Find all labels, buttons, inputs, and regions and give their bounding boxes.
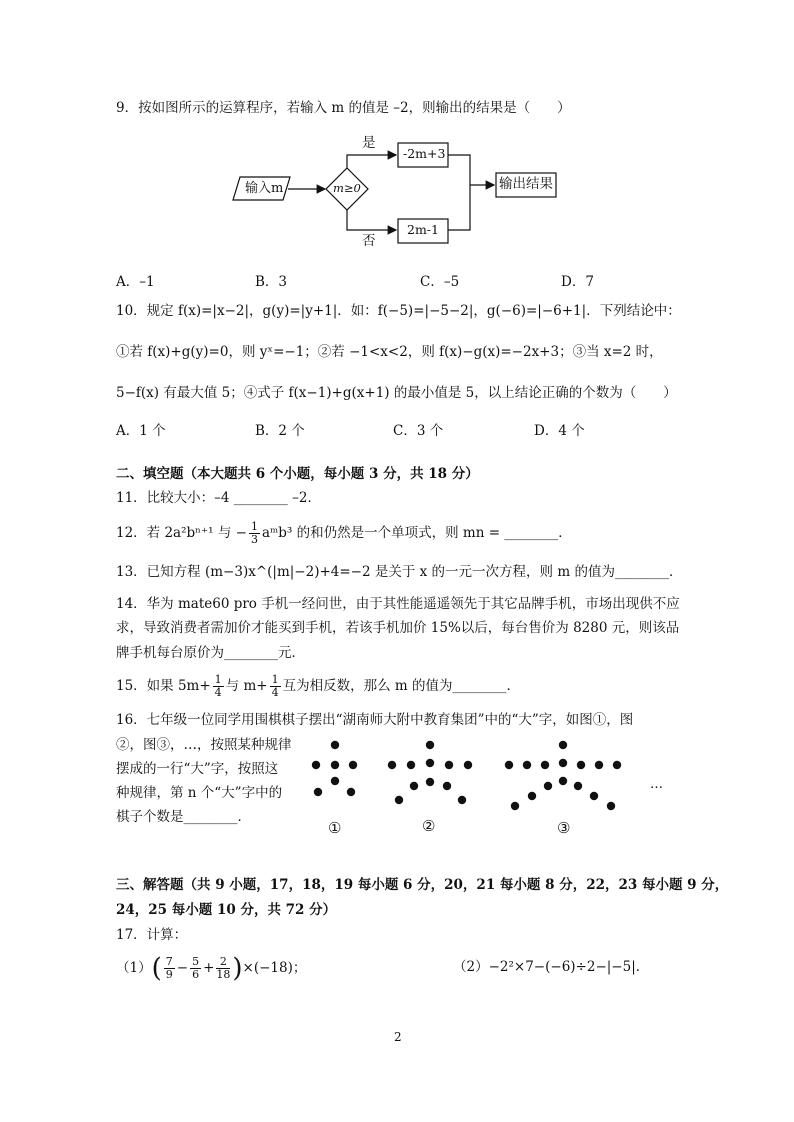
- q10-option-a: A．1 个: [116, 423, 166, 439]
- fig1-dot: [331, 761, 339, 769]
- q9-stem: 9．按如图所示的运算程序，若输入 m 的值是 –2，则输出的结果是（ ）: [116, 100, 571, 116]
- q17-title: 17．计算：: [116, 927, 188, 943]
- q15-post: 互为相反数，那么 m 的值为________．: [282, 678, 520, 694]
- flow-condition-label: m≥0: [333, 181, 361, 195]
- q11: 11．比较大小：–4 ________ –2．: [116, 490, 321, 506]
- q15-mid: 与 m+: [225, 678, 268, 694]
- q10-option-c: C．3 个: [393, 423, 444, 439]
- fig3-dot: [559, 741, 567, 749]
- q16-line2: ②，图③，…，按照某种规律: [116, 737, 292, 753]
- fig2-dot: [388, 761, 396, 769]
- fig3-dot: [613, 761, 621, 769]
- q10-line2: ①若 f(x)+g(y)=0，则 yˣ=−1；②若 −1<x<2，则 f(x)−g(x)=−2x+3；③当 x=2 时，: [116, 344, 663, 360]
- flow-top-box-label: -2m+3: [403, 146, 446, 161]
- fig1-dot: [312, 761, 320, 769]
- fig1-dot: [347, 788, 355, 796]
- q12-post: aᵐb³ 的和仍然是一个单项式，则 mn = ________．: [261, 525, 572, 541]
- fig2-dot: [426, 778, 434, 786]
- fig2-dot: [426, 759, 434, 767]
- q17-p1-tail: ×(−18)；: [242, 960, 307, 976]
- q16-label-2: ②: [422, 817, 436, 835]
- q17-part1: （1）( $\frac{7}{9}$ − $\frac{5}{6}$ + $\frac{2}{18}$ )×(−18)；: [116, 953, 307, 984]
- section2-title: 二、填空题（本大题共 6 个小题，每小题 3 分，共 18 分）: [116, 466, 479, 482]
- q17-p1-label: （1）: [116, 960, 152, 976]
- section3-line1: 三、解答题（共 9 小题，17，18，19 每小题 6 分，20，21 每小题 8 分，22，23 每小题 9 分，: [116, 877, 729, 893]
- q17-frac-2: [190, 956, 201, 980]
- flow-no-label: 否: [362, 233, 376, 249]
- q14-line2: 求，导致消费者需加价才能买到手机，若该手机加价 15%以后，每台售价为 8280 元，则该品: [116, 620, 680, 636]
- fig3-dot: [574, 782, 582, 790]
- fig2-dot: [395, 796, 403, 804]
- q17-frac-1: [164, 956, 175, 980]
- fig1-dot: [331, 777, 339, 785]
- fig3-dot: [523, 761, 531, 769]
- fig3-dot: [590, 792, 598, 800]
- q9-option-d: D．7: [561, 274, 594, 290]
- q15-frac2-den: 4: [271, 686, 279, 699]
- flow-output-label: 输出结果: [499, 176, 553, 192]
- fig1-dot: [349, 761, 357, 769]
- fig3-dot: [577, 761, 585, 769]
- section3-line2: 24，25 每小题 10 分，共 72 分）: [116, 902, 337, 918]
- q12-frac-den: 3: [250, 533, 258, 546]
- q10-option-d: D．4 个: [534, 423, 585, 439]
- fig3-dot: [511, 802, 519, 810]
- q15-frac1-den: 4: [214, 686, 222, 699]
- q17-frac1-den: 9: [165, 968, 173, 981]
- q16-label-3: ③: [557, 819, 571, 837]
- q16-line5: 棋子个数是________．: [116, 809, 251, 825]
- fig2-dot: [464, 761, 472, 769]
- q16-line4: 种规律，第 n 个“大”字中的: [116, 785, 283, 801]
- q14-line1: 14．华为 mate60 pro 手机一经问世，由于其性能遥遥领先于其它品牌手机，市场出现供不应: [116, 596, 680, 612]
- q16-ellipsis: …: [650, 777, 663, 792]
- fig1-dot: [331, 741, 339, 749]
- q17-frac2-num: 5: [192, 955, 200, 969]
- page-number: 2: [394, 1030, 402, 1044]
- fig3-dot: [607, 802, 615, 810]
- fig3-dot: [559, 759, 567, 767]
- flow-input-label: 输入m: [245, 181, 284, 196]
- q17-frac3-den: 18: [216, 968, 231, 981]
- q16-line3: 摆成的一行“大”字，按照这: [116, 761, 279, 777]
- fig3-dot: [528, 792, 536, 800]
- fig3-dot: [559, 777, 567, 785]
- fig2-dot: [407, 761, 415, 769]
- q10-option-b: B．2 个: [255, 423, 305, 439]
- q15-frac1-num: 1: [214, 673, 222, 687]
- q10-line1: 10．规定 f(x)=|x−2|，g(y)=|y+1|．如：f(−5)=|−5−2|，g(−6)=|−6+1|．下列结论中：: [116, 303, 681, 319]
- q15-frac2-num: 1: [271, 673, 279, 687]
- fig3-dot: [505, 761, 513, 769]
- flow-yes-label: 是: [362, 135, 376, 151]
- fig3-dot: [541, 761, 549, 769]
- q14-line3: 牌手机每台原价为________元．: [116, 645, 305, 661]
- q16-label-1: ①: [328, 819, 342, 837]
- q9-option-a: A．–1: [116, 274, 155, 290]
- q17-frac2-den: 6: [192, 968, 200, 981]
- fig2-dot: [410, 782, 418, 790]
- q15-pre: 15．如果 5m+: [116, 678, 211, 694]
- q17-frac1-num: 7: [165, 955, 173, 969]
- fig3-dot: [544, 782, 552, 790]
- q12-pre: 12．若 2a²bⁿ⁺¹ 与 −: [116, 525, 247, 541]
- q17-frac-3: [216, 956, 230, 980]
- q13: 13．已知方程 (m−3)x^(|m|−2)+4=−2 是关于 x 的一元一次方程，则 m 的值为________．: [116, 564, 683, 580]
- fig2-dot: [445, 761, 453, 769]
- q17-part2: （2）−2²×7−(−6)÷2−|−5|．: [453, 959, 650, 975]
- fig3-dot: [595, 761, 603, 769]
- q17-frac3-num: 2: [216, 956, 230, 969]
- q9-option-b: B．3: [255, 274, 288, 290]
- fig2-dot: [443, 782, 451, 790]
- q9-option-c: C．–5: [420, 274, 460, 290]
- q10-line3: 5−f(x) 有最大值 5；④式子 f(x−1)+g(x+1) 的最小值是 5，以上结论正确的个数为（ ）: [116, 385, 677, 401]
- flow-bottom-box-label: 2m-1: [407, 222, 439, 237]
- q16-line1: 16．七年级一位同学用围棋棋子摆出“湖南师大附中教育集团”中的“大”字，如图①，图: [116, 712, 634, 728]
- q12-frac-num: 1: [250, 520, 258, 534]
- fig2-dot: [426, 741, 434, 749]
- fig2-dot: [458, 796, 466, 804]
- fig1-dot: [314, 788, 322, 796]
